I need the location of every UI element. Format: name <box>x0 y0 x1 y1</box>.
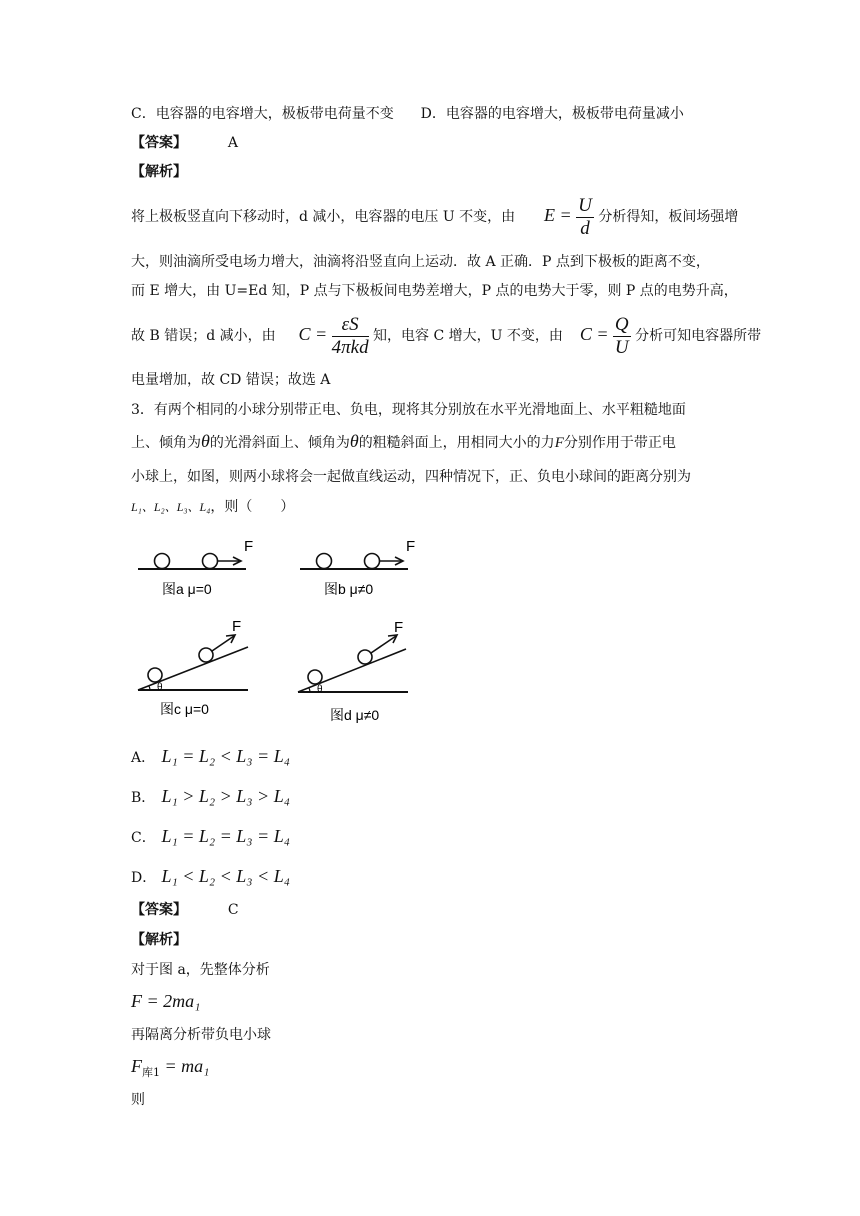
equation-2-lhs: F <box>131 1056 142 1076</box>
analysis-label: 【解析】 <box>131 164 187 180</box>
question-3-stem-1: 3．有两个相同的小球分别带正电、负电，现将其分别放在水平光滑地面上、水平粗糙地面 <box>131 402 686 418</box>
option-a-expression: L₁ = L₂ < L₃ = L₄ <box>161 746 290 766</box>
formula-c2-denominator: U <box>614 336 629 358</box>
formula-e-lhs: E = <box>544 205 572 225</box>
option-a <box>131 742 290 772</box>
formula-c1-denominator: 4πkd <box>331 336 369 358</box>
analysis-text: 分析得知，板间场强增 <box>598 209 739 225</box>
answer-label: 【答案】 <box>131 902 187 918</box>
option-b-label: B． <box>131 790 156 806</box>
analysis-text: 知，电容 C 增大，U 不变，由 <box>373 328 563 344</box>
figure-b-caption: 图b μ≠0 <box>324 581 374 597</box>
analysis-paragraph-2: 大，则油滴所受电场力增大，油滴将沿竖直向上运动．故 A 正确．P 点到下极板的距离不变， <box>131 254 710 270</box>
option-b-expression: L₁ > L₂ > L₃ > L₄ <box>161 786 290 806</box>
formula-e-fraction <box>576 195 594 240</box>
answer-value: C <box>227 902 239 918</box>
distance-variables: L₁、L₂、L₃、L₄ <box>131 500 211 514</box>
option-c <box>131 822 290 852</box>
figure-c-force-label: F <box>232 618 242 635</box>
analysis-label-q3: 【解析】 <box>131 932 187 948</box>
equation-2-subscript: 库1 <box>142 1065 160 1079</box>
figure-d-force-label: F <box>394 619 404 636</box>
question-3-stem-4 <box>131 497 294 517</box>
theta-symbol: θ <box>201 431 210 451</box>
formula-c2-numerator: Q <box>614 313 629 335</box>
analysis-text: 故 B 错误；d 减小，由 <box>131 328 276 344</box>
analysis-q3-line-2: 再隔离分析带负电小球 <box>131 1027 271 1043</box>
analysis-q3-line-3: 则 <box>131 1092 145 1108</box>
figure-b <box>300 532 430 602</box>
option-c-expression: L₁ = L₂ = L₃ = L₄ <box>161 826 290 846</box>
answer-value: A <box>227 135 239 151</box>
formula-c1-fraction <box>332 314 369 359</box>
option-d-label: D．电容器的电容增大，极板带电荷量减小 <box>420 106 684 122</box>
formula-e-denominator: d <box>580 217 590 239</box>
option-c-label: C．电容器的电容增大，极板带电荷量不变 <box>131 106 394 122</box>
analysis-paragraph-3: 而 E 增大，由 U=Ed 知，P 点与下极板间电势差增大，P 点的电势大于零，则 P 点的电势升高， <box>131 283 738 299</box>
option-d <box>131 862 290 892</box>
figure-d <box>296 616 436 726</box>
figure-d-angle-label: θ <box>317 684 323 695</box>
option-c-label: C． <box>131 830 156 846</box>
analysis-text: 将上极板竖直向下移动时，d 减小，电容器的电压 U 不变，由 <box>131 209 516 225</box>
formula-e-numerator: U <box>578 194 592 216</box>
option-d-label: D． <box>131 870 157 886</box>
stem-text: 上、倾角为 <box>131 435 201 451</box>
option-a-label: A． <box>131 750 156 766</box>
figure-a-force-label: F <box>244 538 254 555</box>
question-3-stem-2 <box>131 431 676 453</box>
figure-c-caption: 图c μ=0 <box>160 701 209 717</box>
answer-line-q3 <box>131 900 239 920</box>
analysis-paragraph-5: 电量增加，故 CD 错误；故选 A <box>131 372 331 388</box>
option-c-text <box>131 104 684 124</box>
figure-a <box>138 532 268 602</box>
stem-text: ，则（ ） <box>210 499 295 515</box>
figure-c-angle-label: θ <box>157 682 163 693</box>
theta-symbol: θ <box>349 431 359 451</box>
question-3-stem-3: 小球上，如图，则两小球将会一起做直线运动，四种情况下，正、负电小球间的距离分别为 <box>131 469 691 485</box>
analysis-text: 分析可知电容器所带 <box>635 328 762 344</box>
answer-line <box>131 133 238 153</box>
formula-c2-fraction <box>613 314 631 359</box>
stem-text: 的粗糙斜面上，用相同大小的力 <box>358 435 555 451</box>
option-d-expression: L₁ < L₂ < L₃ < L₄ <box>161 866 290 886</box>
answer-label: 【答案】 <box>131 135 187 151</box>
equation-2-rhs: = ma₁ <box>160 1056 210 1076</box>
figure-a-caption: 图a μ=0 <box>162 581 212 597</box>
equation-1: F = 2ma₁ <box>131 991 201 1011</box>
equation-2 <box>131 1053 209 1086</box>
figure-b-force-label: F <box>406 538 416 555</box>
stem-text: 的光滑斜面上、倾角为 <box>209 435 350 451</box>
figure-c <box>136 614 276 724</box>
stem-text: 分别作用于带正电 <box>563 435 676 451</box>
analysis-paragraph-1 <box>131 193 738 240</box>
formula-c2-lhs: C = <box>579 324 609 344</box>
analysis-q3-line-1: 对于图 a，先整体分析 <box>131 962 270 978</box>
formula-c1-numerator: εS <box>332 314 369 337</box>
force-symbol: F <box>554 435 564 451</box>
figure-d-caption: 图d μ≠0 <box>330 707 380 723</box>
formula-c1-lhs: C = <box>298 324 328 344</box>
option-b <box>131 782 290 812</box>
analysis-paragraph-4 <box>131 312 761 359</box>
